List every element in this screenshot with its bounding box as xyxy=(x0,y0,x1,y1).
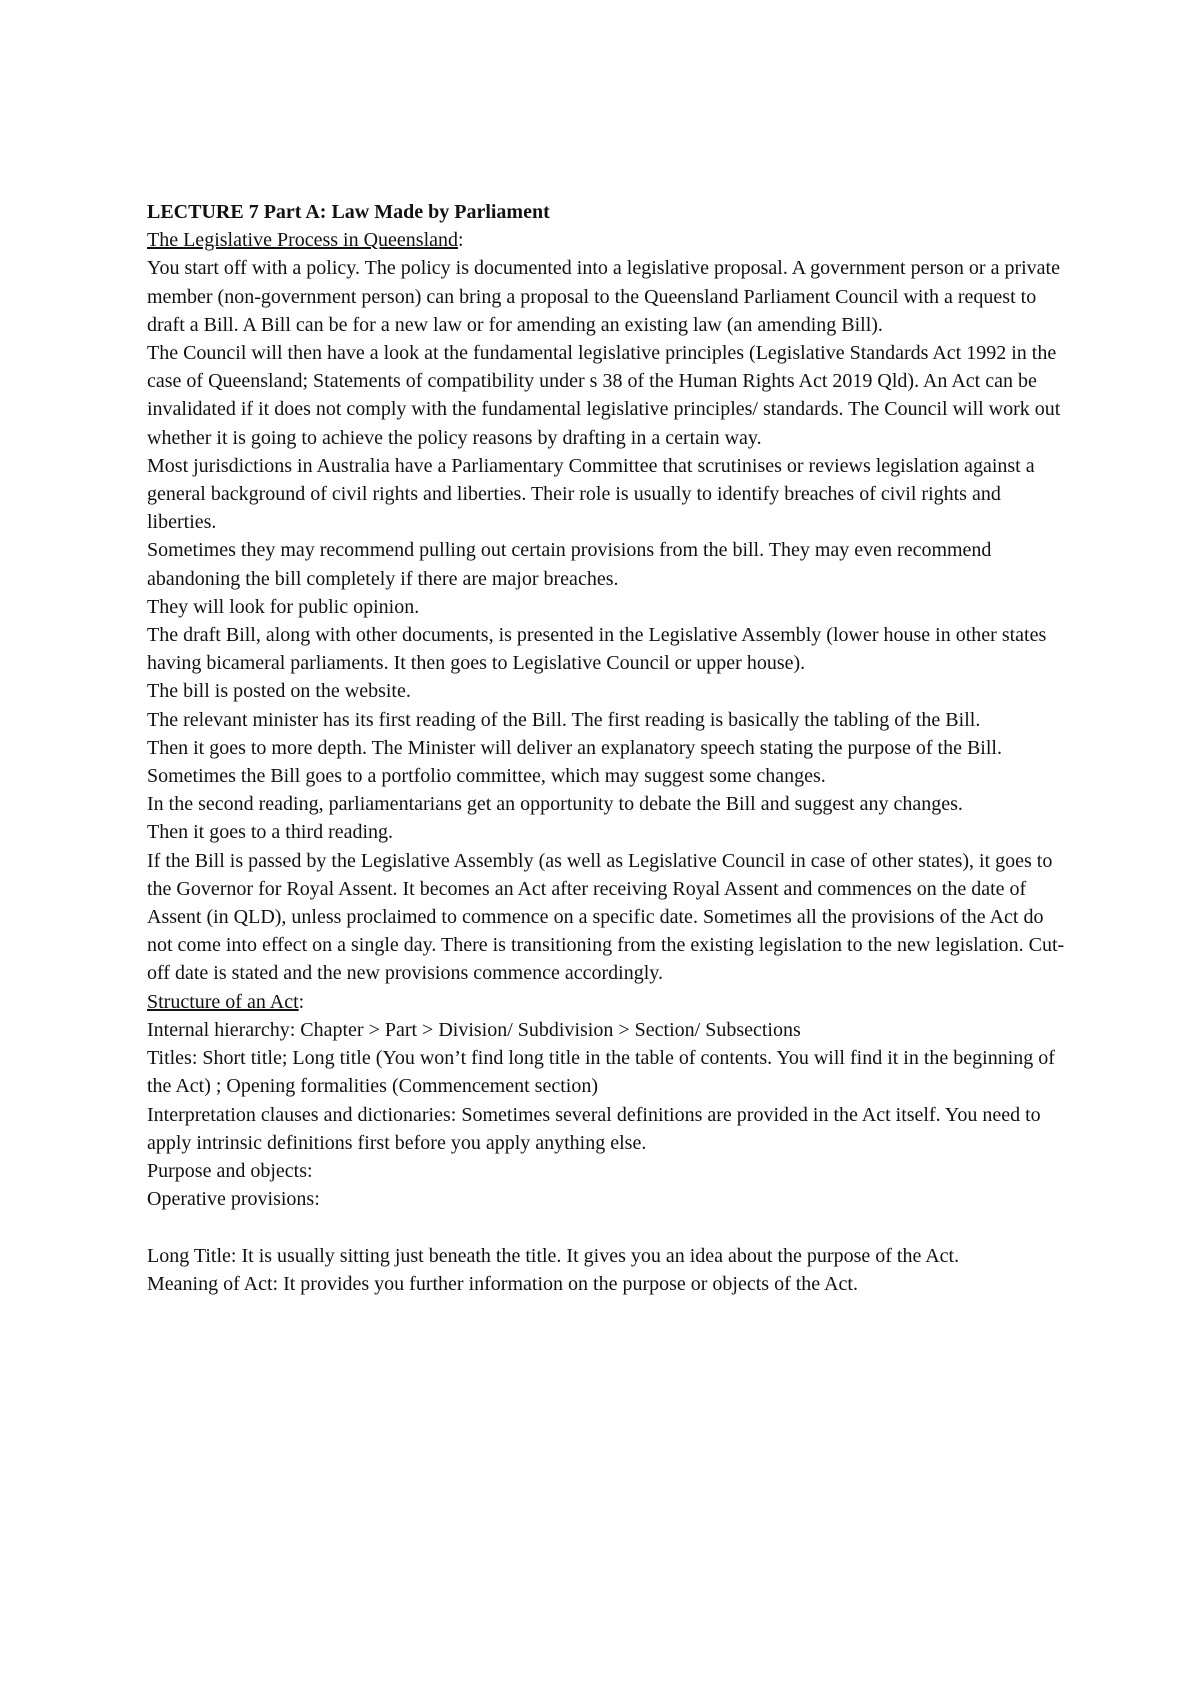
paragraph: The Council will then have a look at the fundamental legislative principles (Legislative Standards Act 1992 in the case of Queensland; Statements of compatibility under s 38 of the Human Rights Act 2019 Qld). An Act can be invalidated if it does not comply with the fundamental legislative principles/ standards. The Council will work out whether it is going to achieve the policy reasons by drafting in a certain way. xyxy=(147,342,1061,449)
paragraph: Purpose and objects: xyxy=(147,1159,313,1182)
paragraph: The relevant minister has its first reading of the Bill. The first reading is basically the tabling of the Bill. xyxy=(147,708,981,731)
paragraph: Internal hierarchy: Chapter > Part > Division/ Subdivision > Section/ Subsections xyxy=(147,1018,801,1041)
paragraph: In the second reading, parliamentarians get an opportunity to debate the Bill and suggest any changes. xyxy=(147,793,963,816)
section-heading-text: Structure of an Act xyxy=(147,990,299,1013)
paragraph: Meaning of Act: It provides you further information on the purpose or objects of the Act. xyxy=(147,1272,858,1295)
paragraph: Long Title: It is usually sitting just beneath the title. It gives you an idea about the purpose of the Act. xyxy=(147,1244,960,1267)
paragraph: The draft Bill, along with other documents, is presented in the Legislative Assembly (lower house in other states having bicameral parliaments. It then goes to Legislative Council or upper house). xyxy=(147,624,1047,675)
paragraph: They will look for public opinion. xyxy=(147,595,420,618)
paragraph: Operative provisions: xyxy=(147,1188,320,1211)
paragraph: If the Bill is passed by the Legislative Assembly (as well as Legislative Council in case of other states), it goes to the Governor for Royal Assent. It becomes an Act after receiving Royal Assent and commences on the date of Assent (in QLD), unless proclaimed to commence on a specific date. Sometimes all the provisions of the Act do not come into effect on a single day. There is transitioning from the existing legislation to the new legislation. Cut-off date is stated and the new provisions commence accordingly. xyxy=(147,849,1065,985)
blank-line xyxy=(147,1213,1067,1241)
paragraph: Sometimes they may recommend pulling out certain provisions from the bill. They may even recommend abandoning the bill completely if there are major breaches. xyxy=(147,539,992,590)
document-page xyxy=(147,198,1067,1298)
paragraph: Titles: Short title; Long title (You won’t find long title in the table of contents. You will find it in the beginning of the Act) ; Opening formalities (Commencement section) xyxy=(147,1047,1055,1098)
paragraph: The bill is posted on the website. xyxy=(147,680,411,703)
paragraph: You start off with a policy. The policy is documented into a legislative proposal. A government person or a private member (non-government person) can bring a proposal to the Queensland Parliament Council with a request to draft a Bill. A Bill can be for a new law or for amending an existing law (an amending Bill). xyxy=(147,257,1060,336)
paragraph: Interpretation clauses and dictionaries: Sometimes several definitions are provided in the Act itself. You need to apply intrinsic definitions first before you apply anything else. xyxy=(147,1103,1041,1154)
section-heading-structure-of-act xyxy=(147,988,1067,1016)
section-heading-text: The Legislative Process in Queensland xyxy=(147,229,459,252)
paragraph: Most jurisdictions in Australia have a Parliamentary Committee that scrutinises or reviews legislation against a general background of civil rights and liberties. Their role is usually to identify breaches of civil rights and liberties. xyxy=(147,454,1035,534)
section-heading-colon: : xyxy=(458,229,464,252)
document-title: LECTURE 7 Part A: Law Made by Parliament xyxy=(147,201,550,223)
paragraph: Sometimes the Bill goes to a portfolio committee, which may suggest some changes. xyxy=(147,765,826,788)
paragraph: Then it goes to a third reading. xyxy=(147,821,394,844)
section-heading-colon: : xyxy=(298,990,305,1013)
section-heading-legislative-process xyxy=(147,226,1067,254)
paragraph: Then it goes to more depth. The Minister will deliver an explanatory speech stating the purpose of the Bill. xyxy=(147,736,1002,759)
